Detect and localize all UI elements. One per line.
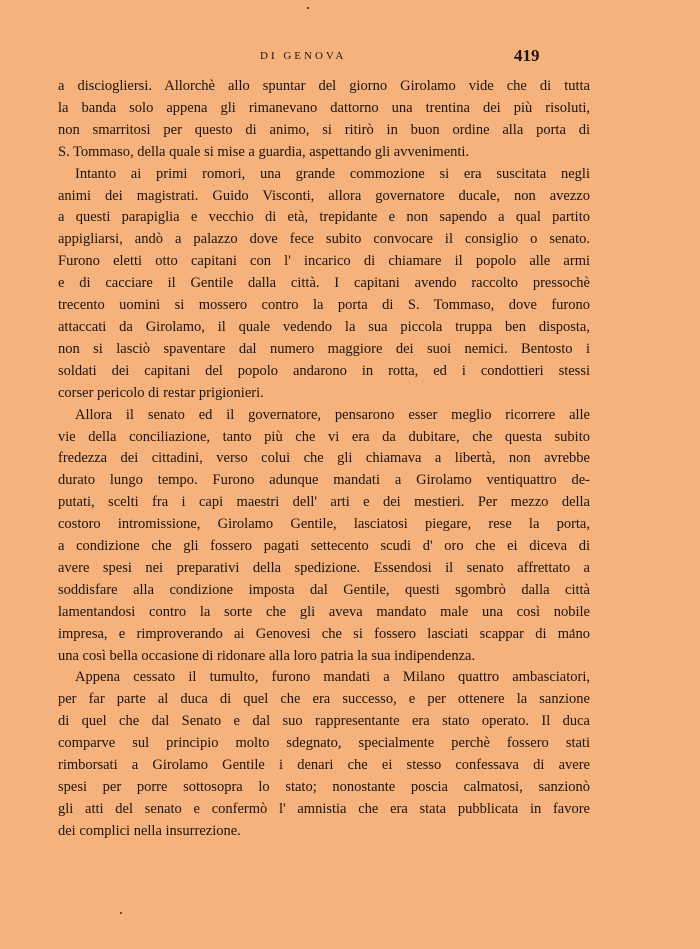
text-line: spesi per porre sottosopra lo stato; nonostante poscia calmatosi, sanzionò <box>58 779 590 795</box>
text-line: animi dei magistrati. Guido Visconti, allora governatore ducale, non avezzo <box>58 187 590 204</box>
text-line: non si lasciò spaventare dal numero maggiore dei suoi nemici. Bentosto i <box>58 340 590 357</box>
page-number: 419 <box>514 46 540 65</box>
paragraph-2 <box>58 164 590 405</box>
text-line: a questi parapiglia e vecchio di età, trepidante e non sapendo a qual partito <box>58 209 590 226</box>
text-line: Intanto ai primi romori, una grande commozione si era suscitata negli <box>75 165 590 182</box>
text-line: comparve sul principio molto sdegnato, specialmente perchè fossero stati <box>58 735 590 752</box>
text-line: vie della conciliazione, tanto più che vi era da dubitare, che questa subito <box>58 428 590 445</box>
text-line: soldati dei capitani del popolo andarono in rotta, ed i condottieri stessi <box>58 362 590 379</box>
text-line: durato lungo tempo. Furono adunque mandati a Girolamo ventiquattro de- <box>58 472 590 489</box>
text-line: Allora il senato ed il governatore, pensarono esser meglio ricorrere alle <box>75 406 590 423</box>
text-line: fredezza dei cittadini, verso colui che gli chiamava a libertà, non avrebbe <box>58 450 590 467</box>
text-line: una così bella occasione di ridonare alla loro patria la sua indipendenza. <box>58 647 476 664</box>
print-speck <box>120 912 122 914</box>
text-line: non smarritosi per questo di animo, si ritirò in buon ordine alla porta di <box>58 121 590 138</box>
text-line: trecento uomini si mossero contro la porta di S. Tommaso, dove furono <box>58 297 590 314</box>
text-line: Appena cessato il tumulto, furono mandati a Milano quattro ambasciatori, <box>75 669 590 686</box>
text-line: impresa, e rimproverando ai Genovesi che si fossero lasciati scappar di mano <box>58 625 590 642</box>
text-line: a disciogliersi. Allorchè allo spuntar del giorno Girolamo vide che di tutta <box>58 78 590 94</box>
text-line: soddisfare alla condizione imposta dal Gentile, questi sgombrò dalla città <box>58 581 590 598</box>
running-title: DI GENOVA <box>260 50 347 62</box>
text-line: per far parte al duca di quel che era successo, e per ottenere la sanzione <box>58 691 590 708</box>
paragraph-1 <box>58 76 590 164</box>
text-line: lamentandosi contro la sorte che gli aveva mandato male una così nobile <box>58 603 590 620</box>
paragraph-3 <box>58 405 590 668</box>
text-line: appigliarsi, andò a palazzo dove fece subito convocare il consiglio o senato. <box>58 231 590 248</box>
text-line: a condizione che gli fossero pagati settecento scudi d' oro che ei diceva di <box>58 538 590 555</box>
text-line: di quel che dal Senato e dal suo rappresentante era stato operato. Il duca <box>58 713 590 730</box>
text-line: S. Tommaso, della quale si mise a guardia, aspettando gli avvenimenti. <box>58 143 470 160</box>
text-line: corser pericolo di restar prigionieri. <box>58 384 264 401</box>
text-line: putati, scelti fra i capi maestri dell' arti e dei mestieri. Per mezzo della <box>58 494 590 511</box>
text-line: costoro intromissione, Girolamo Gentile, lasciatosi piegare, rese la porta, <box>58 516 590 533</box>
paragraph-4 <box>58 667 590 842</box>
text-line: dei complici nella insurrezione. <box>58 822 241 839</box>
text-line: Furono eletti otto capitani con l' incarico di chiamare il popolo alle armi <box>58 253 590 270</box>
text-line: attaccati da Girolamo, il quale vedendo la sua piccola truppa ben disposta, <box>58 318 590 335</box>
text-line: la banda solo appena gli rimanevano dattorno una trentina dei più risoluti, <box>58 99 590 116</box>
body-text <box>58 76 590 843</box>
text-line: gli atti del senato e confermò l' amnistia che era stata pubblicata in favore <box>58 800 590 817</box>
text-line: avere spesi nei preparativi della spedizione. Essendosi il senato affrettato a <box>58 559 590 576</box>
text-line: e di cacciare il Gentile dalla città. I capitani avendo raccolto pressochè <box>58 275 590 292</box>
print-speck <box>307 7 309 9</box>
text-line: rimborsati a Girolamo Gentile i denari che ei stesso confessava di avere <box>58 757 590 774</box>
